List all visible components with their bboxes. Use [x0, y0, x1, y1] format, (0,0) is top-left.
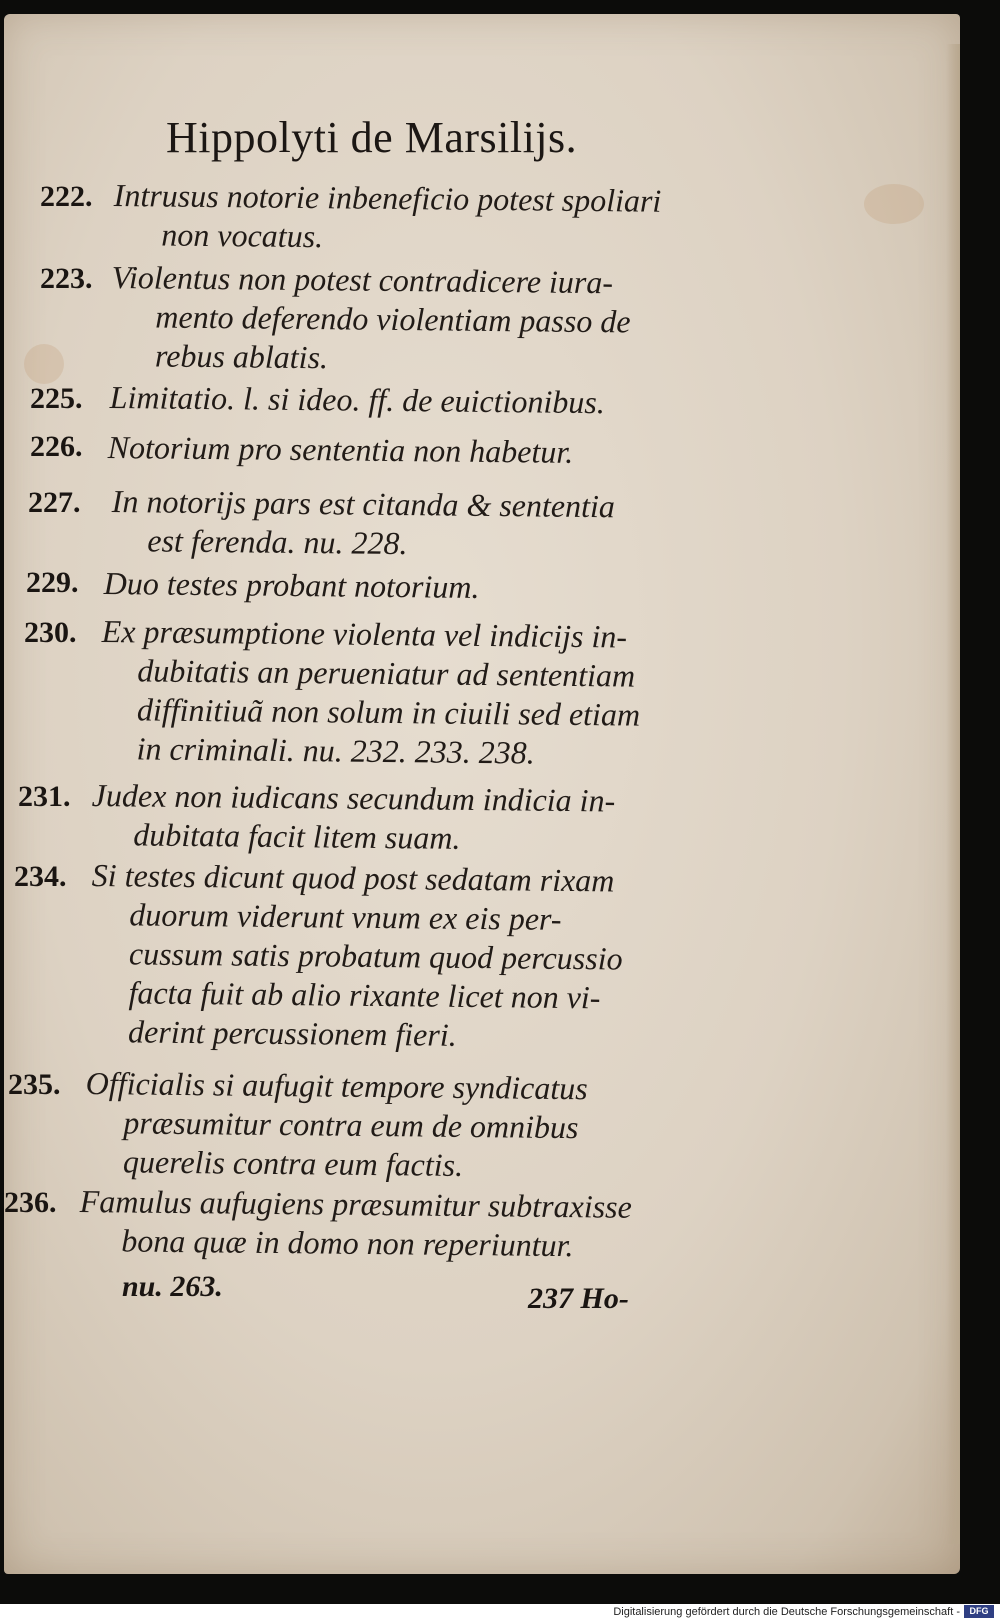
entry-line: præsumitur contra eum de omnibus: [123, 1104, 579, 1146]
entry-text: [111, 258, 631, 380]
entry-line: Famulus aufugiens præsumitur subtraxisse: [79, 1183, 632, 1225]
entry-line: Officialis si aufugit tempore syndicatus: [85, 1065, 588, 1107]
entry-number: 236.: [4, 1186, 57, 1219]
entry-number: 231.: [18, 780, 71, 813]
entry-line: non vocatus.: [161, 216, 324, 255]
entry-text: [79, 1182, 632, 1266]
entry-text: [111, 482, 615, 565]
entry-number: 223.: [40, 262, 93, 295]
entry-text: [90, 856, 624, 1057]
entry-text: [108, 428, 574, 472]
entry-line: derint percussionem fieri.: [127, 1013, 457, 1053]
entry-line: Limitatio. l. si ideo. ff. de euictionibus.: [109, 378, 606, 421]
entry-number: 225.: [30, 382, 83, 415]
entry-line: Ex præsumptione violenta vel indicijs in-: [101, 612, 628, 655]
entry-line: Duo testes probant notorium.: [103, 564, 480, 605]
entry-line: Violentus non potest contradicere iura-: [111, 258, 614, 301]
entry-line: In notorijs pars est citanda & sententia: [111, 482, 616, 525]
entry-number: 222.: [40, 180, 93, 213]
catchword: 237 Ho-: [528, 1282, 629, 1315]
entry-text: [100, 612, 641, 774]
entry-line: Si testes dicunt quod post sedatam rixam: [91, 856, 615, 899]
entry-number: 227.: [28, 486, 81, 519]
reference-note: nu. 263.: [122, 1270, 223, 1303]
entry-line: in criminali. nu. 232. 233. 238.: [136, 730, 535, 771]
page-edge: [946, 44, 960, 1544]
dfg-logo: DFG: [964, 1605, 994, 1618]
entry-line: duorum viderunt vnum ex eis per-: [129, 896, 562, 937]
entry-line: bona quæ in domo non reperiuntur.: [121, 1222, 574, 1264]
entry-line: dubitata facit litem suam.: [133, 816, 461, 856]
entry-line: cussum satis probatum quod percussio: [128, 935, 623, 977]
stain: [24, 344, 64, 384]
entry-line: rebus ablatis.: [154, 337, 329, 376]
entry-text: [110, 378, 605, 422]
entry-line: est ferenda. nu. 228.: [147, 522, 408, 562]
entry-line: querelis contra eum factis.: [122, 1143, 464, 1183]
entry-number: 230.: [24, 616, 77, 649]
stain: [864, 184, 924, 224]
entry-text: [91, 776, 615, 859]
entry-line: dubitatis an perueniatur ad sententiam: [137, 652, 636, 694]
entry-line: facta fuit ab alio rixante licet non vi-: [128, 974, 601, 1016]
entry-number: 235.: [8, 1068, 61, 1101]
entry-line: Judex non iudicans secundum indicia in-: [91, 776, 616, 819]
entry-text: [113, 176, 661, 260]
entry-text: [85, 1064, 588, 1186]
funding-credit: Digitalisierung gefördert durch die Deutsche Forschungsgemeinschaft -: [613, 1606, 960, 1618]
entry-line: diffinitiuã non solum in ciuili sed etiam: [136, 691, 641, 733]
entry-number: 226.: [30, 430, 83, 463]
entry-line: mento deferendo violentiam passo de: [155, 298, 631, 340]
entry-number: 234.: [14, 860, 67, 893]
entry-number: 229.: [26, 566, 79, 599]
page-heading: Hippolyti de Marsilijs.: [166, 113, 578, 162]
entry-line: Intrusus notorie inbeneficio potest spoliari: [113, 176, 662, 219]
entry-text: [104, 564, 480, 607]
entry-line: Notorium pro sententia non habetur.: [107, 428, 574, 470]
